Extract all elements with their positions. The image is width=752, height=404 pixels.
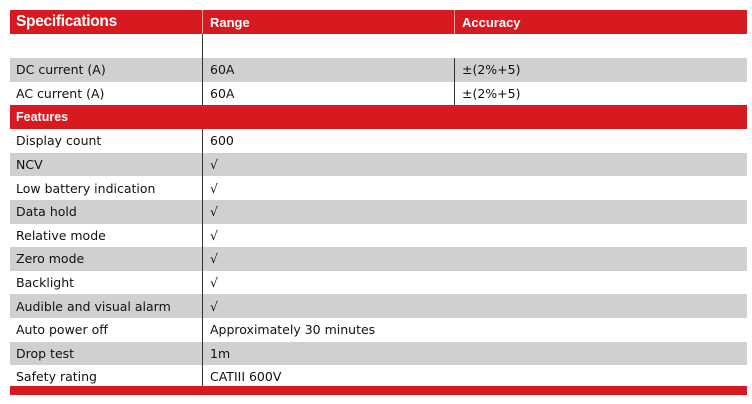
feature-value: √ <box>202 224 747 248</box>
feature-value: √ <box>202 247 747 271</box>
feature-value: CATIII 600V <box>202 365 747 389</box>
spec-range: 60A <box>202 58 454 82</box>
header-range: Range <box>202 10 454 34</box>
table-footer-bar <box>10 386 747 395</box>
feature-value: 600 <box>202 129 747 153</box>
table-row <box>10 342 747 366</box>
header-accuracy: Accuracy <box>454 10 747 34</box>
feature-value: √ <box>202 153 747 177</box>
table-row <box>10 176 747 200</box>
table-row <box>10 247 747 271</box>
spacer-row <box>10 34 747 58</box>
spacer-cell <box>454 34 747 58</box>
table-row <box>10 224 747 248</box>
feature-value: √ <box>202 200 747 224</box>
table-row <box>10 318 747 342</box>
feature-value: Approximately 30 minutes <box>202 318 747 342</box>
spec-name: AC current (A) <box>16 85 105 101</box>
feature-name: Relative mode <box>16 227 106 243</box>
header-specifications: Specifications <box>16 13 117 30</box>
spacer-cell <box>202 34 454 58</box>
features-section-header <box>10 105 747 129</box>
spec-accuracy: ±(2%+5) <box>454 58 747 82</box>
feature-name: Data hold <box>16 204 77 220</box>
table-row <box>10 82 747 106</box>
feature-value: √ <box>202 176 747 200</box>
table-row <box>10 153 747 177</box>
feature-value: √ <box>202 271 747 295</box>
spec-accuracy: ±(2%+5) <box>454 82 747 106</box>
feature-name: NCV <box>16 157 43 173</box>
table-row <box>10 200 747 224</box>
feature-name: Audible and visual alarm <box>16 298 171 314</box>
spec-name: DC current (A) <box>16 62 106 78</box>
table-row <box>10 294 747 318</box>
specifications-table <box>10 10 747 389</box>
feature-value: 1m <box>202 342 747 366</box>
spacer-cell <box>10 34 202 58</box>
features-title: Features <box>16 110 69 125</box>
feature-name: Safety rating <box>16 369 97 385</box>
feature-name: Low battery indication <box>16 180 156 196</box>
feature-name: Auto power off <box>16 322 108 338</box>
table-header-row <box>10 10 747 34</box>
table-row <box>10 271 747 295</box>
table-row <box>10 58 747 82</box>
spec-range: 60A <box>202 82 454 106</box>
table-row <box>10 129 747 153</box>
feature-name: Zero mode <box>16 251 85 267</box>
feature-value: √ <box>202 294 747 318</box>
feature-name: Drop test <box>16 345 75 361</box>
feature-name: Backlight <box>16 275 75 291</box>
feature-name: Display count <box>16 133 102 149</box>
